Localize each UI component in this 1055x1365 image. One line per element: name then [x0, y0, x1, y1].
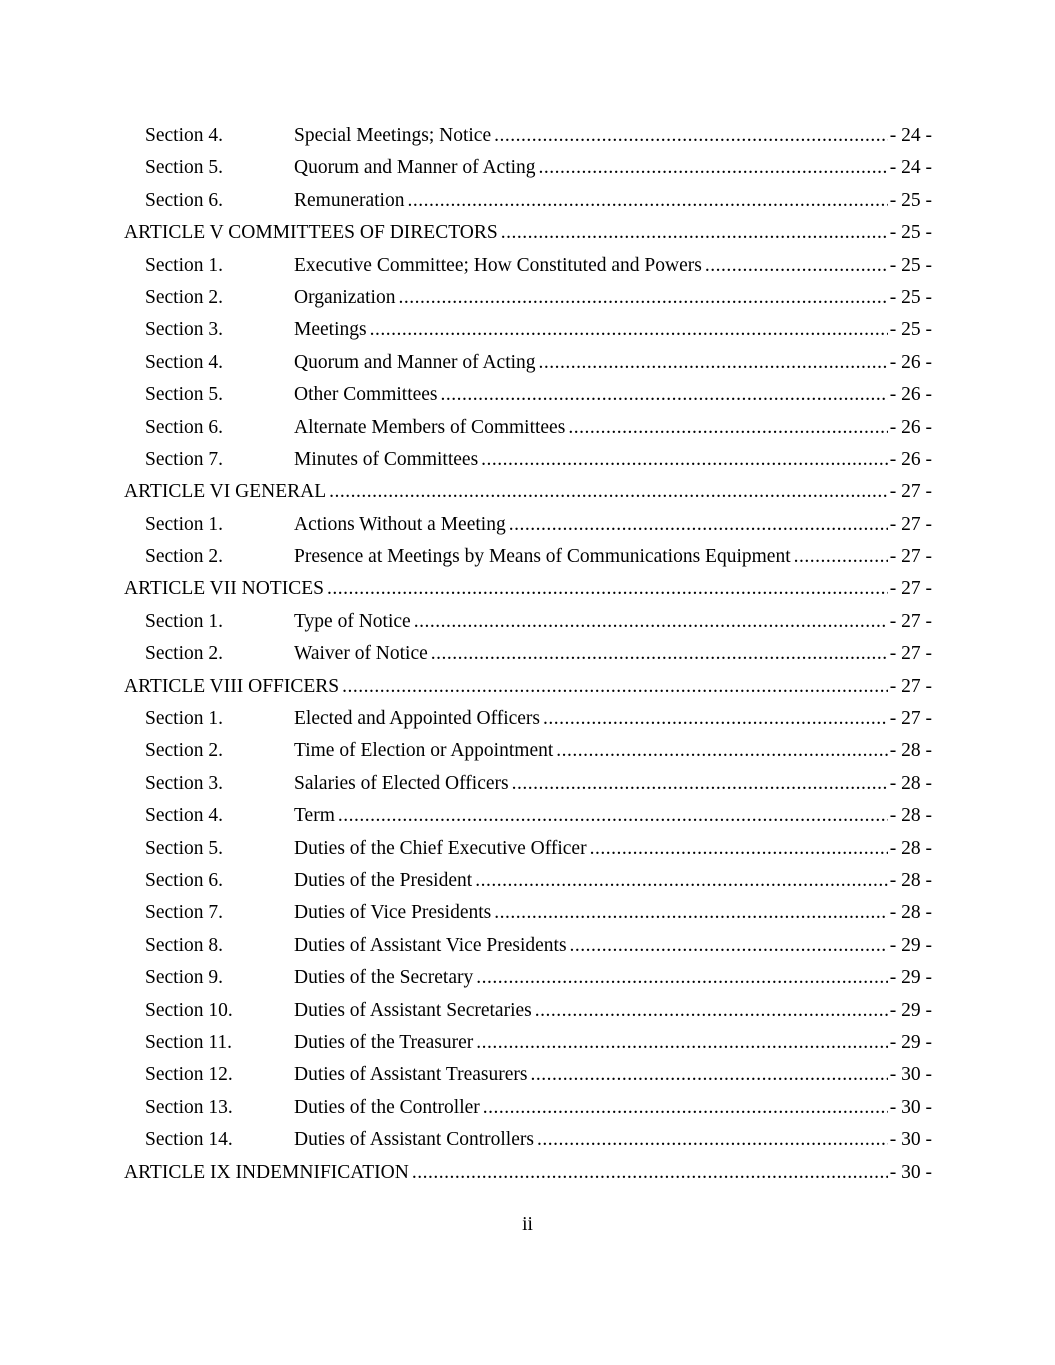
dot-leader: [370, 314, 888, 346]
section-number: Section 3.: [145, 319, 223, 341]
dot-leader: [431, 638, 888, 670]
article-title: ARTICLE VI GENERAL: [124, 481, 327, 503]
section-number: Section 2.: [145, 286, 223, 308]
section-title: Type of Notice: [294, 610, 411, 632]
toc-section-row: [124, 1059, 932, 1091]
section-title: Other Committees: [294, 384, 438, 406]
page-reference: - 28 -: [889, 902, 932, 924]
section-title: Executive Committee; How Constituted and Powers: [294, 254, 702, 276]
toc-section-row: [124, 444, 932, 476]
section-number: Section 7.: [145, 902, 223, 924]
section-title: Term: [294, 805, 335, 827]
dot-leader: [512, 768, 888, 800]
section-number: Section 5.: [145, 837, 223, 859]
section-number: Section 2.: [145, 546, 223, 568]
page-reference: - 26 -: [889, 448, 932, 470]
section-number: Section 3.: [145, 772, 223, 794]
toc-section-row: [124, 703, 932, 735]
table-of-contents: [124, 120, 932, 1189]
page-reference: - 26 -: [889, 351, 932, 373]
toc-section-row: [124, 282, 932, 314]
page-reference: - 24 -: [889, 125, 932, 146]
dot-leader: [327, 573, 888, 605]
page-reference: - 29 -: [889, 999, 932, 1021]
toc-section-row: [124, 995, 932, 1027]
toc-section-row: [124, 897, 932, 929]
page-reference: - 28 -: [889, 805, 932, 827]
section-number: Section 4.: [145, 805, 223, 827]
section-number: Section 6.: [145, 869, 223, 891]
article-title: ARTICLE VII NOTICES: [124, 578, 324, 600]
section-title: Special Meetings; Notice: [294, 125, 492, 146]
section-number: Section 5.: [145, 157, 223, 179]
page-reference: - 29 -: [889, 967, 932, 989]
article-title: ARTICLE VIII OFFICERS: [124, 675, 340, 697]
section-title: Duties of the Chief Executive Officer: [294, 837, 587, 859]
section-title: Duties of the Treasurer: [294, 1031, 474, 1053]
section-number: Section 6.: [145, 416, 223, 438]
toc-section-row: [124, 185, 932, 217]
page-reference: - 24 -: [889, 157, 932, 179]
toc-article-row: [124, 217, 932, 249]
section-title: Presence at Meetings by Means of Communications Equipment: [294, 546, 791, 568]
toc-section-row: [124, 865, 932, 897]
page-reference: - 27 -: [889, 708, 932, 730]
page-reference: - 27 -: [889, 481, 932, 503]
section-number: Section 13.: [145, 1096, 233, 1118]
dot-leader: [329, 476, 888, 508]
dot-leader: [476, 1027, 887, 1059]
section-number: Section 5.: [145, 384, 223, 406]
dot-leader: [590, 833, 888, 865]
dot-leader: [539, 152, 888, 184]
section-title: Duties of Assistant Controllers: [294, 1129, 534, 1151]
toc-article-row: [124, 476, 932, 508]
section-title: Organization: [294, 286, 396, 308]
page-reference: - 25 -: [889, 319, 932, 341]
toc-section-row: [124, 768, 932, 800]
section-title: Remuneration: [294, 189, 405, 211]
dot-leader: [494, 897, 888, 929]
section-number: Section 11.: [145, 1031, 233, 1053]
dot-leader: [568, 412, 887, 444]
toc-section-row: [124, 152, 932, 184]
section-title: Minutes of Committees: [294, 448, 479, 470]
dot-leader: [539, 347, 888, 379]
dot-leader: [398, 282, 887, 314]
section-title: Duties of the President: [294, 869, 473, 891]
dot-leader: [570, 930, 888, 962]
page-reference: - 26 -: [889, 416, 932, 438]
section-number: Section 7.: [145, 448, 223, 470]
dot-leader: [407, 185, 887, 217]
page-reference: - 30 -: [889, 1096, 932, 1118]
dot-leader: [530, 1059, 887, 1091]
section-title: Meetings: [294, 319, 367, 341]
page-number: ii: [522, 1214, 533, 1235]
dot-leader: [441, 379, 888, 411]
page-reference: - 30 -: [889, 1161, 932, 1183]
toc-section-row: [124, 962, 932, 994]
page-reference: - 27 -: [889, 643, 932, 665]
page-reference: - 25 -: [889, 222, 932, 244]
section-title: Elected and Appointed Officers: [294, 708, 541, 730]
section-title: Duties of Assistant Vice Presidents: [294, 934, 567, 956]
section-title: Quorum and Manner of Acting: [294, 351, 536, 373]
dot-leader: [556, 735, 887, 767]
toc-article-row: [124, 1157, 932, 1189]
page-reference: - 27 -: [889, 578, 932, 600]
dot-leader: [509, 509, 888, 541]
toc-section-row: [124, 412, 932, 444]
section-number: Section 2.: [145, 740, 223, 762]
section-title: Waiver of Notice: [294, 643, 428, 665]
dot-leader: [794, 541, 888, 573]
toc-section-row: [124, 120, 932, 152]
dot-leader: [501, 217, 888, 249]
page-reference: - 28 -: [889, 740, 932, 762]
section-title: Alternate Members of Committees: [294, 416, 566, 438]
dot-leader: [483, 1092, 888, 1124]
section-title: Actions Without a Meeting: [294, 513, 506, 535]
section-title: Duties of Vice Presidents: [294, 902, 492, 924]
toc-article-row: [124, 573, 932, 605]
dot-leader: [543, 703, 888, 735]
toc-section-row: [124, 606, 932, 638]
section-number: Section 1.: [145, 708, 223, 730]
section-title: Duties of the Secretary: [294, 967, 474, 989]
section-number: Section 9.: [145, 967, 223, 989]
dot-leader: [414, 606, 888, 638]
dot-leader: [475, 865, 888, 897]
dot-leader: [476, 962, 888, 994]
section-title: Duties of Assistant Secretaries: [294, 999, 532, 1021]
dot-leader: [705, 250, 888, 282]
section-number: Section 10.: [145, 999, 233, 1021]
toc-section-row: [124, 314, 932, 346]
toc-section-row: [124, 1027, 932, 1059]
page-reference: - 29 -: [889, 934, 932, 956]
section-number: Section 8.: [145, 934, 223, 956]
dot-leader: [338, 800, 888, 832]
page-reference: - 25 -: [889, 189, 932, 211]
page-reference: - 30 -: [889, 1064, 932, 1086]
section-number: Section 14.: [145, 1129, 233, 1151]
dot-leader: [535, 995, 888, 1027]
dot-leader: [494, 120, 888, 152]
dot-leader: [412, 1157, 888, 1189]
section-number: Section 1.: [145, 610, 223, 632]
toc-section-row: [124, 1124, 932, 1156]
section-title: Quorum and Manner of Acting: [294, 157, 536, 179]
article-title: ARTICLE V COMMITTEES OF DIRECTORS: [124, 222, 498, 244]
section-title: Time of Election or Appointment: [294, 740, 554, 762]
toc-section-row: [124, 250, 932, 282]
toc-section-row: [124, 379, 932, 411]
toc-section-row: [124, 347, 932, 379]
toc-section-row: [124, 541, 932, 573]
toc-section-row: [124, 509, 932, 541]
dot-leader: [481, 444, 888, 476]
page-reference: - 28 -: [889, 837, 932, 859]
page-reference: - 29 -: [889, 1031, 932, 1053]
section-title: Duties of the Controller: [294, 1096, 480, 1118]
article-title: ARTICLE IX INDEMNIFICATION: [124, 1161, 409, 1183]
page-reference: - 28 -: [889, 772, 932, 794]
section-number: Section 4.: [145, 125, 223, 146]
section-title: Duties of Assistant Treasurers: [294, 1064, 528, 1086]
section-number: Section 12.: [145, 1064, 233, 1086]
page-reference: - 27 -: [889, 546, 932, 568]
toc-section-row: [124, 735, 932, 767]
section-number: Section 6.: [145, 189, 223, 211]
section-number: Section 4.: [145, 351, 223, 373]
section-number: Section 2.: [145, 643, 223, 665]
toc-article-row: [124, 671, 932, 703]
toc-section-row: [124, 638, 932, 670]
page-reference: - 27 -: [889, 610, 932, 632]
toc-section-row: [124, 800, 932, 832]
page-reference: - 27 -: [889, 675, 932, 697]
toc-section-row: [124, 1092, 932, 1124]
page-reference: - 27 -: [889, 513, 932, 535]
toc-section-row: [124, 930, 932, 962]
dot-leader: [537, 1124, 888, 1156]
section-number: Section 1.: [145, 254, 223, 276]
section-number: Section 1.: [145, 513, 223, 535]
toc-section-row: [124, 833, 932, 865]
page-reference: - 26 -: [889, 384, 932, 406]
page-reference: - 28 -: [889, 869, 932, 891]
page-reference: - 25 -: [889, 254, 932, 276]
dot-leader: [342, 671, 888, 703]
page-reference: - 25 -: [889, 286, 932, 308]
section-title: Salaries of Elected Officers: [294, 772, 509, 794]
page-reference: - 30 -: [889, 1129, 932, 1151]
